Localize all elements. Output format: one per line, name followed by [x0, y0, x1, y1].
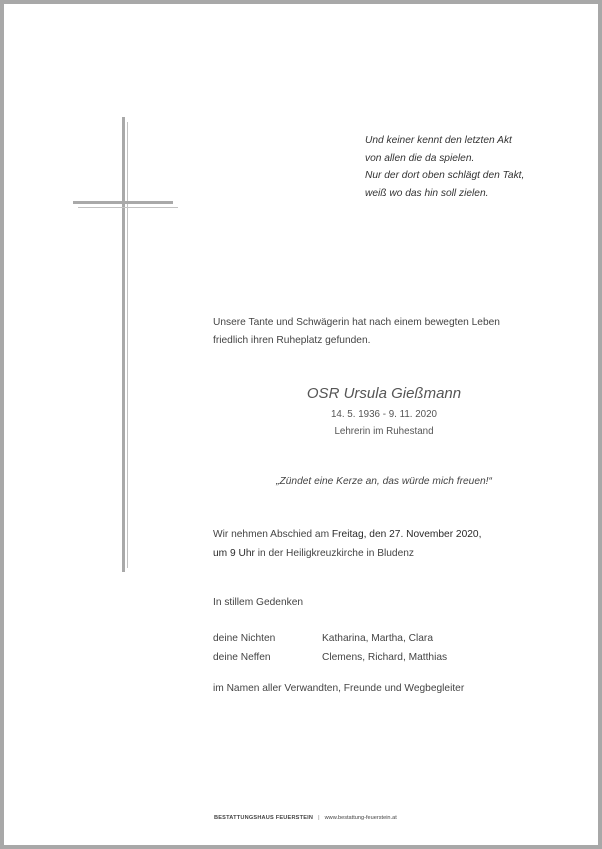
poem-line: Nur der dort oben schlägt den Takt, [365, 170, 525, 182]
footer-website-link[interactable]: www.bestattung-feuerstein.at [324, 815, 397, 821]
farewell-time: um 9 Uhr [213, 547, 255, 559]
footer [214, 815, 397, 821]
relative-row [213, 630, 447, 649]
farewell-line-1 [213, 526, 481, 545]
footer-separator: | [318, 815, 320, 821]
relatives-list [213, 630, 447, 667]
farewell-location: in der Heiligkreuzkirche in Bludenz [254, 547, 415, 559]
family-line: im Namen aller Verwandten, Freunde und Wegbegleiter [213, 683, 465, 694]
relative-row [213, 649, 447, 668]
memory-heading: In stillem Gedenken [213, 597, 304, 608]
occupation: Lehrerin im Ruhestand [334, 426, 434, 437]
poem-line: von allen die da spielen. [365, 152, 475, 164]
cross-vertical-bar [122, 117, 125, 572]
deceased-name: OSR Ursula Gießmann [306, 385, 462, 402]
deceased-block [214, 384, 554, 440]
poem-line: weiß wo das hin soll zielen. [365, 187, 489, 199]
life-dates: 14. 5. 1936 - 9. 11. 2020 [330, 409, 438, 420]
cross-vertical-shadow [127, 122, 128, 568]
relative-role: deine Nichten [213, 633, 276, 644]
relative-names: Clemens, Richard, Matthias [322, 651, 448, 663]
intro-line: Unsere Tante und Schwägerin hat nach einem bewegten Leben [213, 317, 500, 328]
poem [365, 132, 524, 202]
farewell-info [213, 526, 481, 563]
intro-text [213, 314, 500, 349]
cross-horizontal-bar [73, 201, 173, 204]
poem-line: Und keiner kennt den letzten Akt [365, 135, 512, 146]
farewell-line-2 [213, 545, 481, 564]
quote: „Zündet eine Kerze an, das würde mich freuen!“ [276, 476, 492, 487]
relative-role: deine Neffen [213, 651, 271, 663]
intro-line: friedlich ihren Ruheplatz gefunden. [213, 334, 371, 346]
cross-horizontal-shadow [78, 207, 178, 208]
farewell-prefix: Wir nehmen Abschied am [213, 529, 332, 540]
relative-names: Katharina, Martha, Clara [322, 633, 433, 644]
farewell-date: Freitag, den 27. November 2020, [331, 529, 482, 540]
footer-company: BESTATTUNGSHAUS FEUERSTEIN [214, 815, 314, 821]
